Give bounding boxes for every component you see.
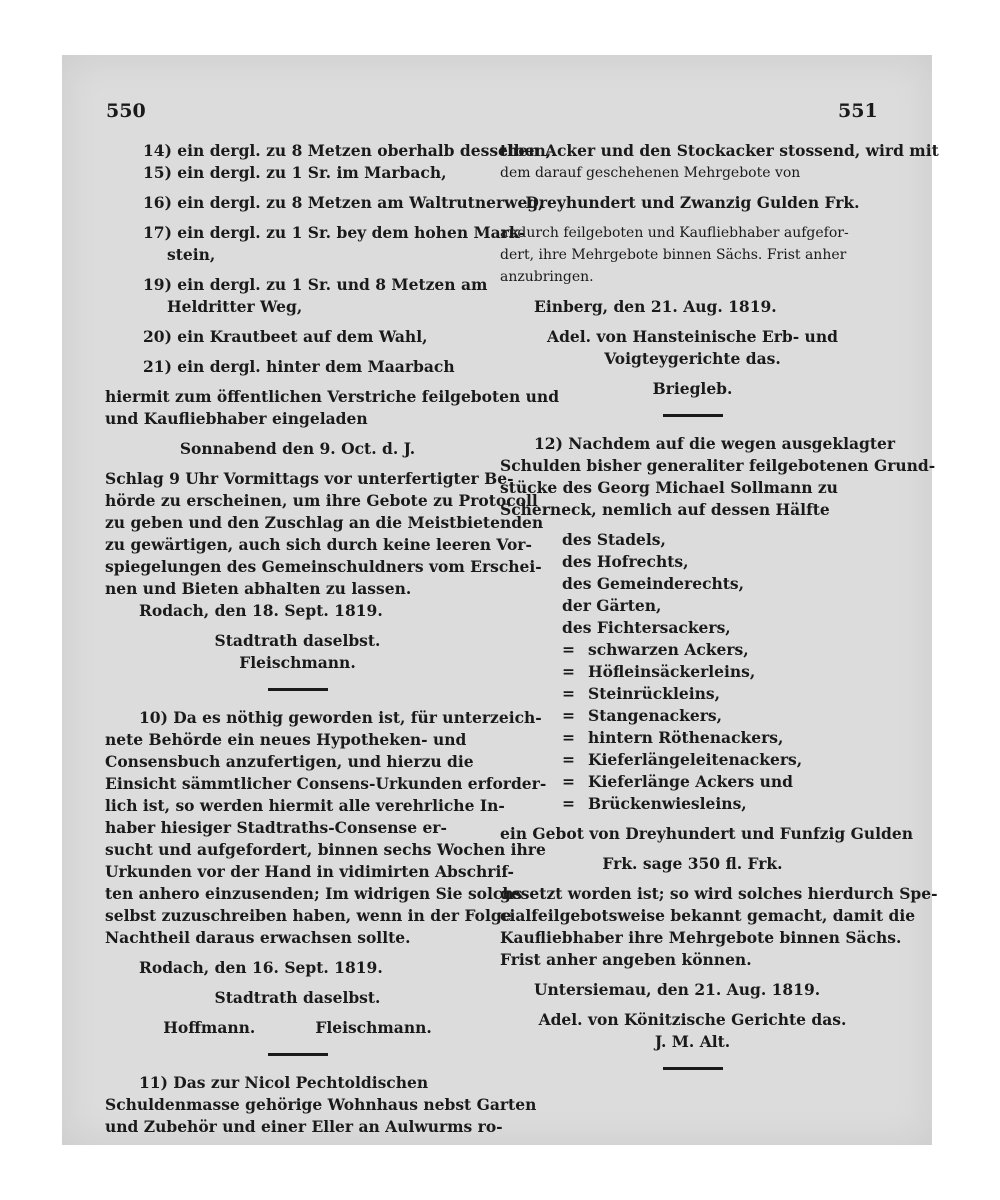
authority: Adel. von Könitzische Gerichte das.: [538, 1010, 847, 1029]
authority: Voigteygerichte das.: [604, 349, 781, 368]
list-item: = Brückenwiesleins,: [562, 794, 747, 813]
signatures: [105, 1017, 490, 1039]
signature: Fleischmann.: [239, 653, 356, 672]
body-line: cialfeilgebotsweise bekannt gemacht, damit die: [500, 906, 916, 925]
body-line: gesetzt worden ist; so wird solches hierdurch Spe-: [500, 884, 938, 903]
list-item: des Stadels,: [562, 530, 666, 549]
ditto-mark-icon: =: [562, 684, 575, 703]
notice-line: lich ist, so werden hiermit alle verehrliche In-: [105, 796, 505, 815]
divider: [268, 688, 328, 691]
ditto-mark-icon: =: [562, 794, 575, 813]
list-item: des Gemeinderechts,: [562, 574, 745, 593]
intro-line: und Kaufliebhaber eingeladen: [105, 409, 368, 428]
page-number-right: 551: [838, 100, 878, 122]
bid-line: ein Gebot von Dreyhundert und Funfzig Gulden: [500, 824, 913, 843]
place-date: Rodach, den 18. Sept. 1819.: [139, 601, 383, 620]
ditto-mark-icon: =: [562, 728, 575, 747]
body-line: nen und Bieten abhalten zu lassen.: [105, 579, 412, 598]
authority: Adel. von Hansteinische Erb- und: [547, 327, 838, 346]
list-item: 20) ein Krautbeet auf dem Wahl,: [143, 327, 428, 346]
body-line: zu gewärtigen, auch sich durch keine leeren Vor-: [105, 535, 532, 554]
divider: [663, 1067, 723, 1070]
list-item: = Kieferlänge Ackers und: [562, 772, 793, 791]
list-item: Heldritter Weg,: [167, 297, 303, 316]
notice-line: stücke des Georg Michael Sollmann zu: [500, 478, 838, 497]
body-line: Kaufliebhaber ihre Mehrgebote binnen Sächs.: [500, 928, 902, 947]
divider: [268, 1053, 328, 1056]
signature: Briegleb.: [652, 379, 733, 398]
ditto-mark-icon: =: [562, 750, 575, 769]
notice-line: 10) Da es nöthig geworden ist, für unterzeich-: [139, 708, 542, 727]
list-item: 15) ein dergl. zu 1 Sr. im Marbach,: [143, 163, 447, 182]
notice-line: Schulden bisher generaliter feilgebotenen Grund-: [500, 456, 936, 475]
place-date: Untersiemau, den 21. Aug. 1819.: [534, 980, 821, 999]
list-item: der Gärten,: [562, 596, 662, 615]
list-item: stein,: [167, 245, 216, 264]
divider: [663, 414, 723, 417]
ditto-mark-icon: =: [562, 662, 575, 681]
list-item: des Hofrechts,: [562, 552, 689, 571]
notice-line: Einsicht sämmtlicher Consens-Urkunden erforder-: [105, 774, 547, 793]
page-number-left: 550: [106, 100, 146, 122]
amount: Dreyhundert und Zwanzig Gulden Frk.: [525, 193, 860, 212]
intro-line: hiermit zum öffentlichen Verstriche feilgeboten und: [105, 387, 560, 406]
body-line: then Acker und den Stockacker stossend, wird mit: [500, 141, 939, 160]
place-date: Einberg, den 21. Aug. 1819.: [534, 297, 777, 316]
notice-line: Scherneck, nemlich auf dessen Hälfte: [500, 500, 830, 519]
notice-line: haber hiesiger Stadtraths-Consense er-: [105, 818, 447, 837]
notice-line: 11) Das zur Nicol Pechtoldischen: [139, 1073, 429, 1092]
ditto-mark-icon: =: [562, 706, 575, 725]
signature: J. M. Alt.: [654, 1032, 731, 1051]
notice-line: ten anhero einzusenden; Im widrigen Sie solchs: [105, 884, 523, 903]
body-line: zu geben und den Zuschlag an die Meistbietenden: [105, 513, 544, 532]
authority: Stadtrath daselbst.: [214, 988, 381, 1007]
notice-line: und Zubehör und einer Eller an Aulwurms ro-: [105, 1117, 503, 1136]
list-item: = Höfleinsäckerleins,: [562, 662, 756, 681]
list-item: 16) ein dergl. zu 8 Metzen am Waltrutnerweg,: [143, 193, 544, 212]
list-item: = Steinrückleins,: [562, 684, 721, 703]
notice-line: sucht und aufgefordert, binnen sechs Wochen ihre: [105, 840, 546, 859]
ditto-mark-icon: =: [562, 772, 575, 791]
list-item: des Fichtersackers,: [562, 618, 731, 637]
notice-line: Nachtheil daraus erwachsen sollte.: [105, 928, 411, 947]
body-line: andurch feilgeboten und Kaufliebhaber aufgefor-: [500, 225, 849, 241]
body-line: Schlag 9 Uhr Vormittags vor unterfertigter Be-: [105, 469, 514, 488]
notice-line: Schuldenmasse gehörige Wohnhaus nebst Garten: [105, 1095, 537, 1114]
notice-line: 12) Nachdem auf die wegen ausgeklagter: [534, 434, 896, 453]
list-item: 14) ein dergl. zu 8 Metzen oberhalb desselben,: [143, 141, 552, 160]
signature: Fleischmann.: [315, 1018, 432, 1037]
ditto-mark-icon: =: [562, 640, 575, 659]
auction-date: Sonnabend den 9. Oct. d. J.: [179, 439, 416, 458]
right-column: [500, 140, 939, 1086]
bid-line: Frk. sage 350 fl. Frk.: [602, 854, 783, 873]
place-date: Rodach, den 16. Sept. 1819.: [139, 958, 383, 977]
list-item: = schwarzen Ackers,: [562, 640, 749, 659]
body-line: anzubringen.: [500, 269, 594, 285]
notice-line: selbst zuzuschreiben haben, wenn in der Folge: [105, 906, 512, 925]
notice-line: Consensbuch anzufertigen, und hierzu die: [105, 752, 474, 771]
body-line: spiegelungen des Gemeinschuldners vom Erschei-: [105, 557, 542, 576]
list-item: 17) ein dergl. zu 1 Sr. bey dem hohen Mark-: [143, 223, 526, 242]
notice-line: Urkunden vor der Hand in vidimirten Abschrif-: [105, 862, 514, 881]
list-item: = hintern Röthenackers,: [562, 728, 784, 747]
body-line: Frist anher angeben können.: [500, 950, 752, 969]
body-line: hörde zu erscheinen, um ihre Gebote zu Protocoll: [105, 491, 538, 510]
list-item: 19) ein dergl. zu 1 Sr. und 8 Metzen am: [143, 275, 488, 294]
list-item: = Stangenackers,: [562, 706, 723, 725]
authority: Stadtrath daselbst.: [214, 631, 381, 650]
list-item: 21) ein dergl. hinter dem Maarbach: [143, 357, 455, 376]
body-line: dem darauf geschehenen Mehrgebote von: [500, 165, 801, 181]
notice-line: nete Behörde ein neues Hypotheken- und: [105, 730, 467, 749]
signature: Hoffmann.: [163, 1018, 256, 1037]
list-item: = Kieferlängeleitenackers,: [562, 750, 803, 769]
body-line: dert, ihre Mehrgebote binnen Sächs. Frist anher: [500, 247, 847, 263]
